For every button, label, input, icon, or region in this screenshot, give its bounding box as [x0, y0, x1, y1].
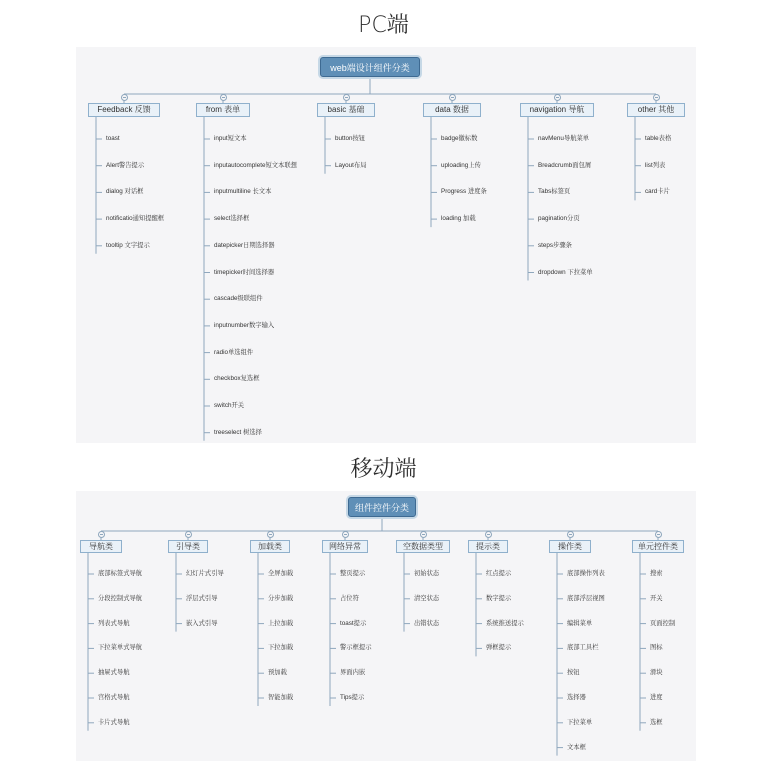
pc-leaf-node[interactable]: switch开关: [214, 402, 245, 409]
pc-leaf-node[interactable]: notificatio通知提醒框: [106, 215, 165, 223]
mobile-leaf-node[interactable]: 下拉菜单: [567, 718, 593, 726]
collapse-toggle-icon[interactable]: [185, 531, 192, 538]
pc-leaf-node[interactable]: table表格: [645, 135, 672, 142]
pc-leaf-node[interactable]: treeselect 树选择: [214, 428, 262, 436]
mobile-leaf-node[interactable]: 整页提示: [340, 570, 366, 577]
mobile-leaf-node[interactable]: 底部操作列表: [567, 570, 605, 577]
mobile-leaf-node[interactable]: 清空状态: [414, 594, 440, 602]
collapse-toggle-icon[interactable]: [342, 531, 349, 538]
mobile-leaf-node[interactable]: 底部浮层视图: [567, 594, 605, 602]
mobile-leaf-node[interactable]: 预加载: [268, 669, 287, 677]
mobile-category-node[interactable]: 网络异常: [322, 540, 368, 553]
pc-leaf-node[interactable]: cascade级联组件: [214, 295, 263, 303]
mobile-leaf-node[interactable]: 选择器: [567, 694, 586, 701]
pc-leaf-node[interactable]: loading 加载: [441, 215, 476, 223]
mobile-leaf-node[interactable]: 按钮: [567, 669, 580, 677]
pc-category-node[interactable]: Feedback 反馈: [88, 103, 160, 117]
pc-leaf-node[interactable]: datepicker日期选择器: [214, 241, 275, 249]
mobile-category-node[interactable]: 空数据类型: [396, 540, 450, 553]
mobile-leaf-node[interactable]: 底部工具栏: [567, 644, 599, 652]
pc-root-node[interactable]: web端设计组件分类: [320, 57, 420, 77]
mobile-section-title: 移动端: [350, 457, 417, 482]
mobile-leaf-node[interactable]: 抽屉式导航: [98, 669, 130, 677]
pc-leaf-node[interactable]: inputmultiline 长文本: [214, 188, 272, 196]
mobile-leaf-node[interactable]: 系统推送提示: [486, 619, 524, 627]
pc-leaf-node[interactable]: list列表: [645, 161, 666, 169]
collapse-toggle-icon[interactable]: [220, 94, 227, 101]
collapse-toggle-icon[interactable]: [420, 531, 427, 538]
collapse-toggle-icon[interactable]: [121, 94, 128, 101]
collapse-toggle-icon[interactable]: [485, 531, 492, 538]
pc-leaf-node[interactable]: Tabs标签页: [538, 188, 571, 196]
pc-category-node[interactable]: from 表单: [196, 103, 250, 117]
pc-leaf-node[interactable]: pagination分页: [538, 215, 580, 223]
mobile-connector-lines: [76, 491, 696, 761]
pc-leaf-node[interactable]: button按钮: [335, 135, 366, 142]
mobile-leaf-node[interactable]: 宫格式导航: [98, 694, 130, 701]
mobile-leaf-node[interactable]: 选框: [650, 718, 663, 726]
mobile-leaf-node[interactable]: Tips提示: [340, 694, 365, 701]
mobile-leaf-node[interactable]: 弹框提示: [486, 644, 512, 652]
pc-category-node[interactable]: navigation 导航: [520, 103, 594, 117]
mobile-leaf-node[interactable]: 卡片式导航: [98, 718, 130, 726]
mobile-leaf-node[interactable]: 全屏加载: [268, 570, 294, 577]
pc-leaf-node[interactable]: input短文本: [214, 135, 247, 142]
pc-category-node[interactable]: basic 基础: [317, 103, 375, 117]
pc-leaf-node[interactable]: select选择框: [214, 215, 250, 223]
pc-leaf-node[interactable]: navMenu导航菜单: [538, 135, 590, 142]
pc-leaf-node[interactable]: dropdown 下拉菜单: [538, 268, 593, 276]
mobile-category-node[interactable]: 加载类: [250, 540, 290, 553]
pc-leaf-node[interactable]: badge徽标数: [441, 135, 478, 142]
mobile-leaf-node[interactable]: 嵌入式引导: [186, 619, 218, 627]
pc-diagram-panel: [76, 47, 696, 443]
pc-leaf-node[interactable]: timepicker时间选择器: [214, 268, 275, 276]
mobile-category-node[interactable]: 单元控件类: [632, 540, 684, 553]
pc-leaf-node[interactable]: radio单选组件: [214, 348, 254, 356]
mobile-leaf-node[interactable]: 数字提示: [486, 594, 512, 602]
mobile-leaf-node[interactable]: 界面内嵌: [340, 669, 366, 677]
mobile-diagram-panel: [76, 491, 696, 761]
pc-leaf-node[interactable]: Breadcrumb面包屑: [538, 161, 592, 169]
collapse-toggle-icon[interactable]: [567, 531, 574, 538]
mobile-leaf-node[interactable]: 分段控制式导航: [98, 594, 143, 602]
pc-section-title: PC端: [358, 13, 409, 38]
mobile-leaf-node[interactable]: 分步加载: [268, 594, 294, 602]
mobile-leaf-node[interactable]: 警示框提示: [340, 644, 372, 652]
mobile-leaf-node[interactable]: 页面控制: [650, 619, 676, 627]
mobile-leaf-node[interactable]: 搜索: [650, 570, 663, 577]
collapse-toggle-icon[interactable]: [653, 94, 660, 101]
pc-leaf-node[interactable]: toast: [106, 135, 120, 142]
pc-connector-lines: [76, 47, 696, 443]
mobile-leaf-node[interactable]: 上拉加载: [268, 619, 294, 627]
mobile-leaf-node[interactable]: 智能加载: [268, 694, 294, 701]
mobile-leaf-node[interactable]: 下拉加载: [268, 644, 294, 652]
mobile-leaf-node[interactable]: 下拉菜单式导航: [98, 644, 143, 652]
pc-leaf-node[interactable]: inputnumber数字输入: [214, 321, 275, 329]
pc-leaf-node[interactable]: dialog 对话框: [106, 188, 144, 196]
mobile-leaf-node[interactable]: 图标: [650, 644, 663, 652]
pc-leaf-node[interactable]: Progress 进度条: [441, 188, 487, 196]
mobile-category-node[interactable]: 提示类: [468, 540, 508, 553]
collapse-toggle-icon[interactable]: [655, 531, 662, 538]
mobile-category-node[interactable]: 导航类: [80, 540, 122, 553]
mobile-leaf-node[interactable]: 浮层式引导: [186, 594, 218, 602]
mobile-leaf-node[interactable]: 出错状态: [414, 619, 440, 627]
pc-leaf-node[interactable]: card卡片: [645, 188, 670, 196]
pc-leaf-node[interactable]: uploading上传: [441, 161, 481, 169]
mobile-leaf-node[interactable]: 进度: [650, 694, 663, 701]
pc-category-node[interactable]: other 其他: [627, 103, 685, 117]
mobile-leaf-node[interactable]: 列表式导航: [98, 619, 130, 627]
mobile-leaf-node[interactable]: 编辑菜单: [567, 619, 593, 627]
mobile-leaf-node[interactable]: toast提示: [340, 619, 367, 627]
mobile-category-node[interactable]: 操作类: [549, 540, 591, 553]
mobile-leaf-node[interactable]: 幻灯片式引导: [186, 570, 224, 577]
pc-category-node[interactable]: data 数据: [423, 103, 481, 117]
mobile-leaf-node[interactable]: 底部标签式导航: [98, 570, 143, 577]
pc-leaf-node[interactable]: steps步骤条: [538, 241, 572, 249]
pc-leaf-node[interactable]: inputautocomplete短文本联想: [214, 161, 297, 169]
collapse-toggle-icon[interactable]: [343, 94, 350, 101]
mobile-leaf-node[interactable]: 红点提示: [486, 570, 512, 577]
mobile-leaf-node[interactable]: 滑块: [650, 669, 663, 677]
mobile-leaf-node[interactable]: 文本框: [567, 743, 586, 751]
mobile-leaf-node[interactable]: 占位符: [340, 594, 359, 602]
collapse-toggle-icon[interactable]: [449, 94, 456, 101]
pc-leaf-node[interactable]: tooltip 文字提示: [106, 241, 150, 249]
mobile-leaf-node[interactable]: 开关: [650, 594, 663, 602]
collapse-toggle-icon[interactable]: [554, 94, 561, 101]
collapse-toggle-icon[interactable]: [98, 531, 105, 538]
pc-leaf-node[interactable]: checkbox复选框: [214, 375, 260, 383]
pc-leaf-node[interactable]: Layout布局: [335, 161, 367, 169]
pc-leaf-node[interactable]: Alert警告提示: [106, 161, 145, 169]
mobile-leaf-node[interactable]: 初始状态: [414, 570, 440, 577]
mobile-category-node[interactable]: 引导类: [168, 540, 208, 553]
collapse-toggle-icon[interactable]: [267, 531, 274, 538]
mobile-root-node[interactable]: 组件控件分类: [348, 497, 416, 517]
